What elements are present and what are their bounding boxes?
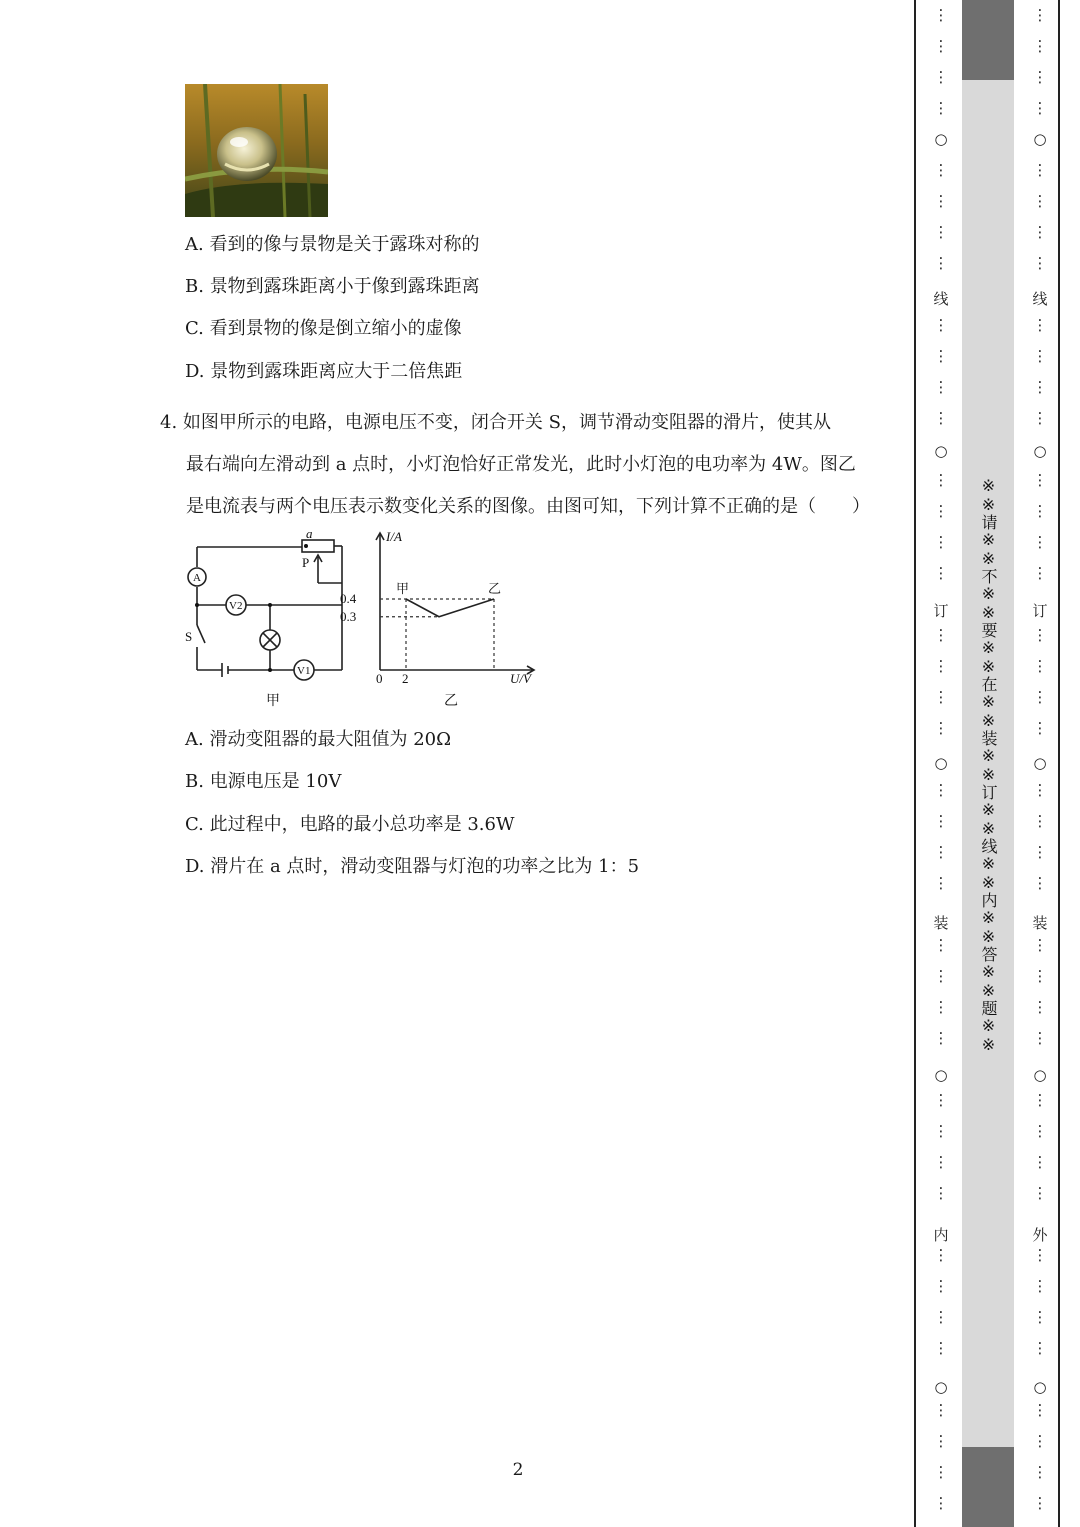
outer-dots-mark: ⋮ bbox=[1032, 1153, 1048, 1171]
inner-dots-mark: ⋮ bbox=[933, 1246, 949, 1264]
outer-dots-mark: ⋮ bbox=[1032, 1122, 1048, 1140]
inner-dots-mark: ⋮ bbox=[933, 657, 949, 675]
inner-circle-mark: ○ bbox=[934, 442, 948, 460]
binding-notice-text: ※※请※※不※※要※※在※※装※※订※※线※※内※※答※※题※※ bbox=[979, 476, 998, 1054]
outer-dots-mark: ⋮ bbox=[1032, 1091, 1048, 1109]
binding-band-bottom-block bbox=[962, 1447, 1014, 1527]
outer-binding-label: 线 bbox=[1032, 290, 1048, 308]
q3-option-b bbox=[185, 276, 480, 298]
ammeter-label: A bbox=[193, 572, 201, 584]
outer-circle-mark: ○ bbox=[1033, 442, 1047, 460]
inner-circle-mark: ○ bbox=[934, 130, 948, 148]
outer-dots-mark: ⋮ bbox=[1032, 688, 1048, 706]
inner-dots-mark: ⋮ bbox=[933, 471, 949, 489]
option-text: 此过程中，电路的最小总功率是 3.6W bbox=[209, 814, 515, 835]
option-letter: C. bbox=[185, 318, 204, 339]
inner-dots-mark: ⋮ bbox=[933, 1029, 949, 1047]
outer-circle-mark: ○ bbox=[1033, 1378, 1047, 1396]
inner-dots-mark: ⋮ bbox=[933, 223, 949, 241]
inner-dots-mark: ⋮ bbox=[933, 1401, 949, 1419]
option-letter: B. bbox=[185, 771, 204, 792]
iu-graph bbox=[340, 533, 534, 686]
inner-dots-mark: ⋮ bbox=[933, 688, 949, 706]
inner-circle-mark: ○ bbox=[934, 1378, 948, 1396]
option-text: 滑动变阻器的最大阻值为 20Ω bbox=[209, 729, 452, 750]
binding-right-border bbox=[1058, 0, 1060, 1527]
inner-binding-label: 订 bbox=[933, 602, 949, 620]
outer-dots-mark: ⋮ bbox=[1032, 936, 1048, 954]
inner-dots-mark: ⋮ bbox=[933, 998, 949, 1016]
q4-option-d bbox=[185, 856, 639, 878]
inner-binding-label: 装 bbox=[933, 914, 949, 932]
option-text: 滑片在 a 点时，滑动变阻器与灯泡的功率之比为 1：5 bbox=[210, 856, 640, 877]
inner-circle-mark: ○ bbox=[934, 1066, 948, 1084]
figure-jia-caption: 甲 bbox=[266, 694, 280, 709]
outer-dots-mark: ⋮ bbox=[1032, 1339, 1048, 1357]
inner-dots-mark: ⋮ bbox=[933, 254, 949, 272]
inner-dots-mark: ⋮ bbox=[933, 967, 949, 985]
binding-left-border bbox=[914, 0, 916, 1527]
outer-dots-mark: ⋮ bbox=[1032, 37, 1048, 55]
outer-dots-mark: ⋮ bbox=[1032, 254, 1048, 272]
inner-dots-mark: ⋮ bbox=[933, 68, 949, 86]
outer-dots-mark: ⋮ bbox=[1032, 564, 1048, 582]
x-tick-label: 2 bbox=[402, 671, 409, 686]
inner-dots-mark: ⋮ bbox=[933, 409, 949, 427]
question-text: 如图甲所示的电路，电源电压不变，闭合开关 S，调节滑动变阻器的滑片，使其从 bbox=[182, 412, 831, 433]
figure-yi-caption: 乙 bbox=[444, 694, 458, 709]
voltmeter-v1-label: V1 bbox=[297, 665, 311, 677]
dewdrop-photo bbox=[185, 84, 328, 217]
inner-dots-mark: ⋮ bbox=[933, 1184, 949, 1202]
q3-option-d bbox=[185, 361, 462, 383]
outer-dots-mark: ⋮ bbox=[1032, 409, 1048, 427]
question-4-line-3: 是电流表与两个电压表示数变化关系的图像。由图可知，下列计算不正确的是（ ） bbox=[186, 496, 870, 517]
outer-dots-mark: ⋮ bbox=[1032, 1432, 1048, 1450]
y-axis-label: I/A bbox=[386, 529, 402, 544]
outer-dots-mark: ⋮ bbox=[1032, 471, 1048, 489]
inner-dots-mark: ⋮ bbox=[933, 1308, 949, 1326]
outer-dots-mark: ⋮ bbox=[1032, 812, 1048, 830]
outer-dots-mark: ⋮ bbox=[1032, 533, 1048, 551]
outer-dots-mark: ⋮ bbox=[1032, 781, 1048, 799]
x-axis-label: U/V bbox=[510, 671, 531, 686]
inner-dots-mark: ⋮ bbox=[933, 99, 949, 117]
inner-dots-mark: ⋮ bbox=[933, 347, 949, 365]
q3-option-a bbox=[185, 234, 479, 256]
q4-option-b bbox=[185, 771, 341, 793]
inner-dots-mark: ⋮ bbox=[933, 564, 949, 582]
inner-binding-label: 线 bbox=[933, 290, 949, 308]
outer-dots-mark: ⋮ bbox=[1032, 192, 1048, 210]
rheostat-point-a-label: a bbox=[306, 526, 313, 541]
outer-dots-mark: ⋮ bbox=[1032, 347, 1048, 365]
inner-dots-mark: ⋮ bbox=[933, 502, 949, 520]
outer-dots-mark: ⋮ bbox=[1032, 6, 1048, 24]
binding-band-top-block bbox=[962, 0, 1014, 80]
outer-dots-mark: ⋮ bbox=[1032, 998, 1048, 1016]
y-tick-label: 0.3 bbox=[340, 608, 357, 624]
q4-option-c bbox=[185, 814, 514, 836]
question-4-stem bbox=[160, 402, 890, 528]
inner-dots-mark: ⋮ bbox=[933, 781, 949, 799]
option-text: 看到的像与景物是关于露珠对称的 bbox=[209, 234, 480, 255]
option-letter: A. bbox=[185, 729, 204, 750]
outer-binding-label: 订 bbox=[1032, 602, 1048, 620]
outer-dots-mark: ⋮ bbox=[1032, 1277, 1048, 1295]
inner-dots-mark: ⋮ bbox=[933, 316, 949, 334]
question-4-line-2: 最右端向左滑动到 a 点时，小灯泡恰好正常发光，此时小灯泡的电功率为 4W。图乙 bbox=[186, 454, 856, 475]
option-text: 看到景物的像是倒立缩小的虚像 bbox=[209, 318, 462, 339]
inner-dots-mark: ⋮ bbox=[933, 6, 949, 24]
q3-option-c bbox=[185, 318, 462, 340]
outer-dots-mark: ⋮ bbox=[1032, 657, 1048, 675]
outer-dots-mark: ⋮ bbox=[1032, 1308, 1048, 1326]
q4-option-a bbox=[185, 729, 451, 751]
outer-dots-mark: ⋮ bbox=[1032, 843, 1048, 861]
outer-dots-mark: ⋮ bbox=[1032, 967, 1048, 985]
outer-dots-mark: ⋮ bbox=[1032, 99, 1048, 117]
question-4-figure bbox=[182, 525, 542, 715]
inner-dots-mark: ⋮ bbox=[933, 192, 949, 210]
option-text: 电源电压是 10V bbox=[209, 771, 342, 792]
inner-dots-mark: ⋮ bbox=[933, 533, 949, 551]
outer-dots-mark: ⋮ bbox=[1032, 719, 1048, 737]
outer-circle-mark: ○ bbox=[1033, 130, 1047, 148]
inner-circle-mark: ○ bbox=[934, 754, 948, 772]
inner-dots-mark: ⋮ bbox=[933, 1277, 949, 1295]
inner-dots-mark: ⋮ bbox=[933, 161, 949, 179]
inner-dots-mark: ⋮ bbox=[933, 37, 949, 55]
option-letter: C. bbox=[185, 814, 204, 835]
outer-dots-mark: ⋮ bbox=[1032, 502, 1048, 520]
outer-circle-mark: ○ bbox=[1033, 1066, 1047, 1084]
outer-dots-mark: ⋮ bbox=[1032, 1401, 1048, 1419]
inner-dots-mark: ⋮ bbox=[933, 719, 949, 737]
inner-dots-mark: ⋮ bbox=[933, 843, 949, 861]
outer-dots-mark: ⋮ bbox=[1032, 161, 1048, 179]
outer-dots-mark: ⋮ bbox=[1032, 626, 1048, 644]
inner-dots-mark: ⋮ bbox=[933, 1339, 949, 1357]
option-letter: D. bbox=[185, 856, 205, 877]
inner-dots-mark: ⋮ bbox=[933, 378, 949, 396]
inner-dots-mark: ⋮ bbox=[933, 1494, 949, 1512]
switch-s-label: S bbox=[185, 629, 193, 644]
origin-label: 0 bbox=[376, 671, 383, 686]
inner-dots-mark: ⋮ bbox=[933, 626, 949, 644]
y-tick-label: 0.4 bbox=[340, 591, 357, 606]
inner-dots-mark: ⋮ bbox=[933, 874, 949, 892]
outer-dots-mark: ⋮ bbox=[1032, 1184, 1048, 1202]
inner-dots-mark: ⋮ bbox=[933, 812, 949, 830]
circuit-diagram bbox=[188, 540, 342, 680]
series-label-yi: 乙 bbox=[488, 581, 502, 596]
inner-dots-mark: ⋮ bbox=[933, 936, 949, 954]
option-letter: D. bbox=[185, 361, 205, 382]
inner-dots-mark: ⋮ bbox=[933, 1153, 949, 1171]
outer-dots-mark: ⋮ bbox=[1032, 1029, 1048, 1047]
outer-dots-mark: ⋮ bbox=[1032, 1463, 1048, 1481]
outer-circle-mark: ○ bbox=[1033, 754, 1047, 772]
voltmeter-v2-label: V2 bbox=[229, 600, 243, 612]
question-number: 4. bbox=[160, 412, 178, 433]
series-label-jia: 甲 bbox=[396, 581, 410, 596]
outer-binding-label: 装 bbox=[1032, 914, 1048, 932]
question-4-line-1 bbox=[160, 402, 890, 444]
option-text: 景物到露珠距离小于像到露珠距离 bbox=[209, 276, 480, 297]
option-letter: A. bbox=[185, 234, 204, 255]
outer-dots-mark: ⋮ bbox=[1032, 1246, 1048, 1264]
inner-dots-mark: ⋮ bbox=[933, 1122, 949, 1140]
slider-p-label: P bbox=[302, 555, 310, 570]
page-number: 2 bbox=[512, 1460, 524, 1480]
option-letter: B. bbox=[185, 276, 204, 297]
outer-dots-mark: ⋮ bbox=[1032, 1494, 1048, 1512]
outer-dots-mark: ⋮ bbox=[1032, 316, 1048, 334]
outer-dots-mark: ⋮ bbox=[1032, 874, 1048, 892]
inner-dots-mark: ⋮ bbox=[933, 1432, 949, 1450]
inner-dots-mark: ⋮ bbox=[933, 1463, 949, 1481]
outer-dots-mark: ⋮ bbox=[1032, 223, 1048, 241]
outer-binding-label: 外 bbox=[1032, 1226, 1048, 1244]
series-curve bbox=[406, 599, 494, 617]
inner-binding-label: 内 bbox=[933, 1226, 949, 1244]
inner-dots-mark: ⋮ bbox=[933, 1091, 949, 1109]
option-text: 景物到露珠距离应大于二倍焦距 bbox=[210, 361, 463, 382]
outer-dots-mark: ⋮ bbox=[1032, 378, 1048, 396]
outer-dots-mark: ⋮ bbox=[1032, 68, 1048, 86]
